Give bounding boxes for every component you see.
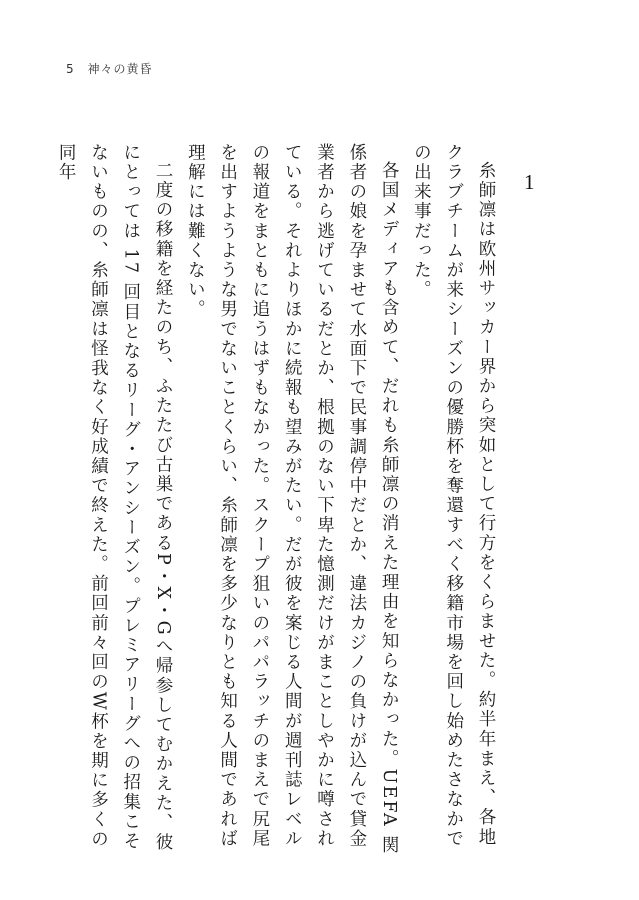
page-number: 5 bbox=[66, 62, 75, 76]
body-text bbox=[56, 143, 502, 855]
paragraph-2: 各国メディアも含めて、だれも糸師凛の消えた理由を知らなかった。UEFA 関係者の娘を孕ませて水面下で民事調停中だとか、違法カジノの負けが込んで貸金業者から逃げているだとか、根拠のない下卑た憶測だけがまことしやかに噂されている。それよりほかに続報も望みがたい。だが彼を案じる人間が週刊誌レベルの報道をまともに追うはずもなかった。スクープ狙いのパパラッチのまえで尻尾を出すようような男でないことくらい、糸師凛を多少なりとも知る人間であれば理解には難くない。 bbox=[185, 143, 400, 855]
chapter-number: 1 bbox=[524, 170, 535, 194]
paragraph-1: 糸師凛は欧州サッカー界から突如として行方をくらませた。約半年まえ、各地クラブチームが来シーズンの優勝杯を奪還すべく移籍市場を回し始めたさなかでの出来事だった。 bbox=[411, 143, 496, 849]
book-title: 神々の黄昏 bbox=[87, 62, 153, 76]
running-head bbox=[66, 60, 152, 77]
paragraph-3: 二度の移籍を経たのち、ふたたび古巣であるP・X・Gへ帰参してむかえた、彼にとっては 17 回目となるリーグ・アンシーズン。プレミアリーグへの招集こそないものの、糸師凛は怪我なく好成績で終えた。前回前々回のW杯を期に多くの同年 bbox=[56, 143, 174, 852]
